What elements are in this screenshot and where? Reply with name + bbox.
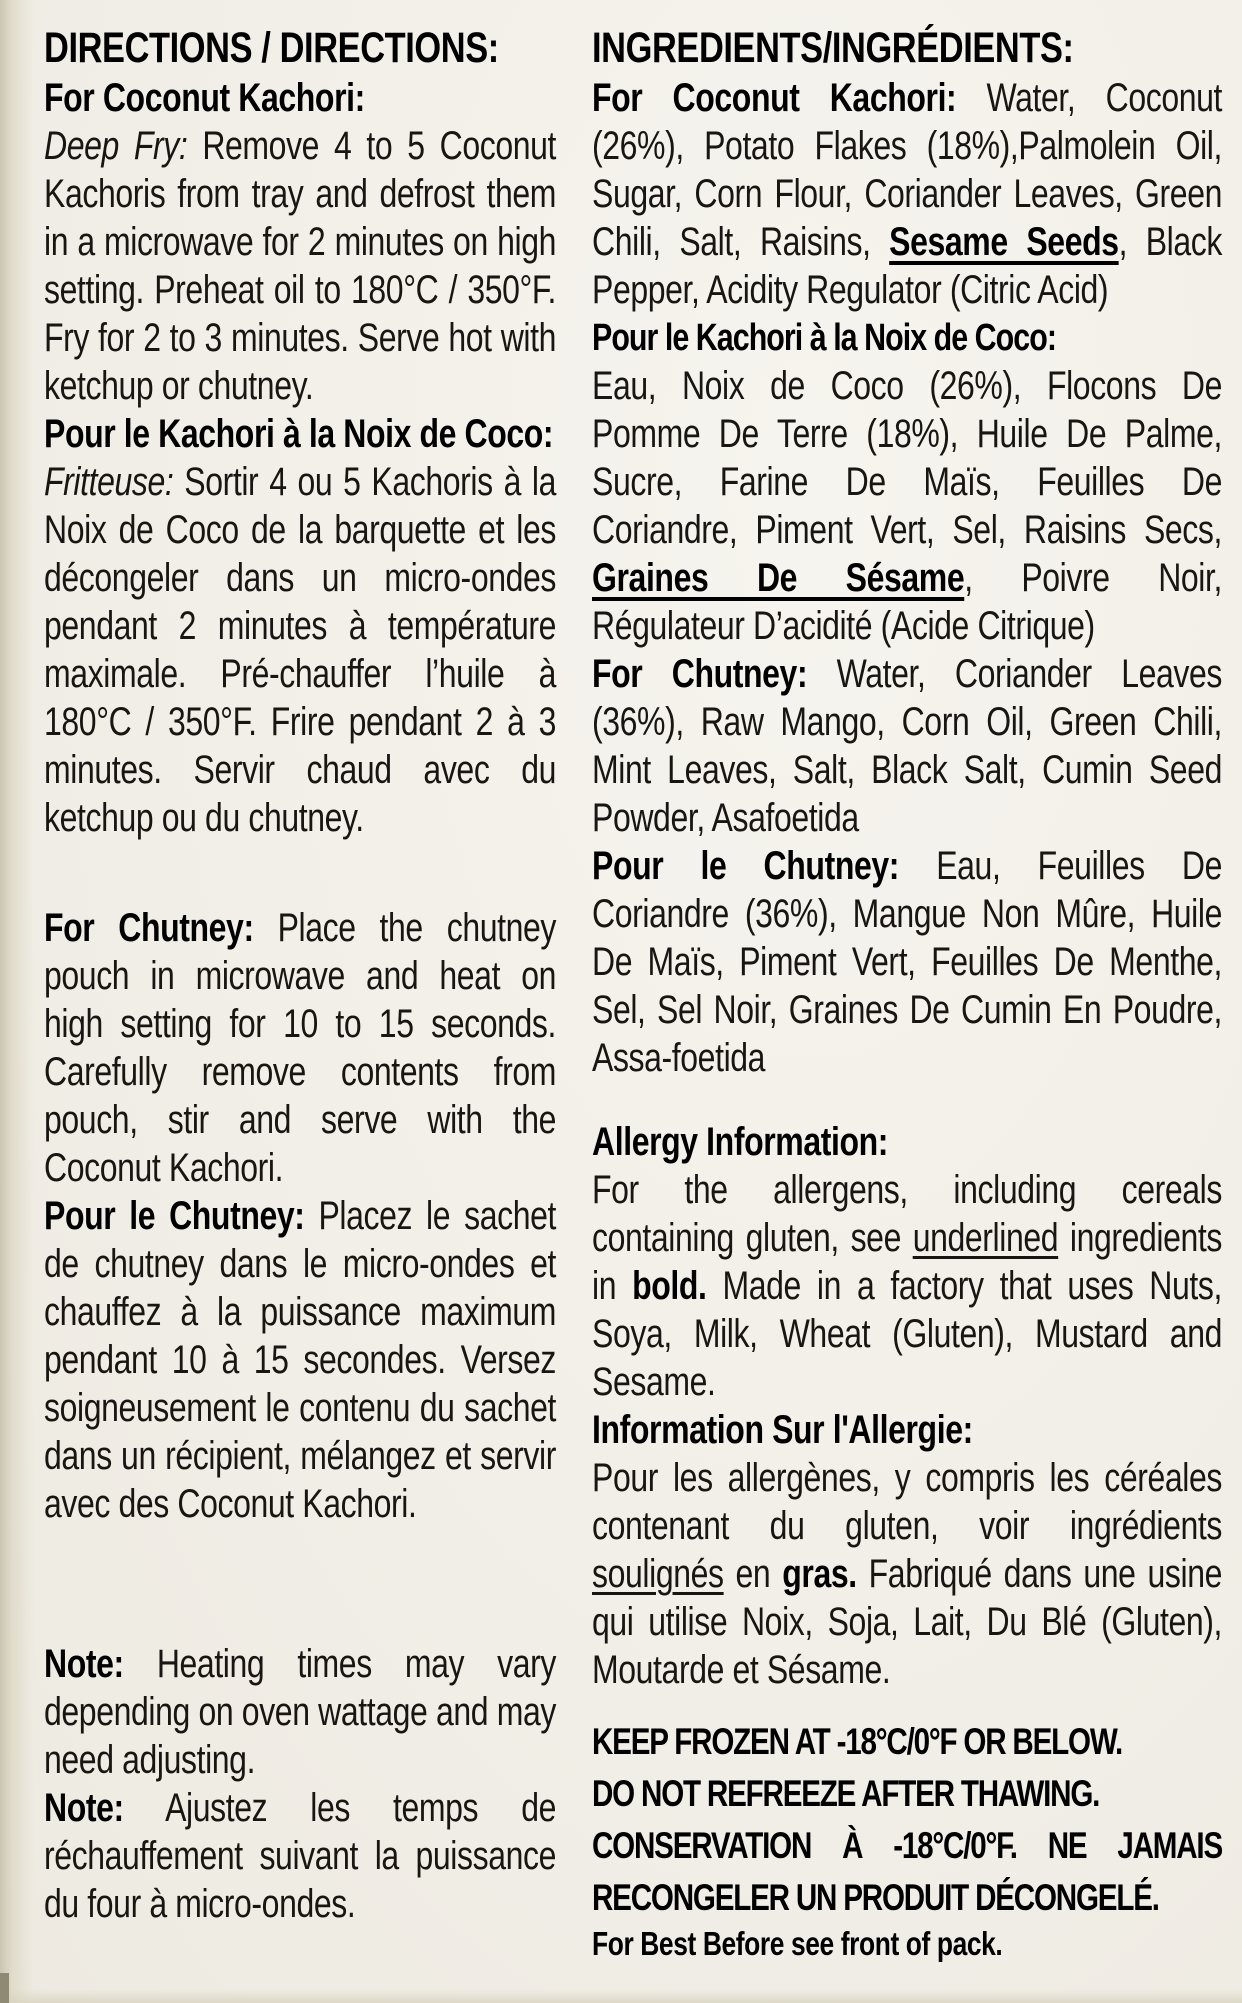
ingredients-kachori-paragraph: For Coconut Kachori: Water, Coconut (26%), Potato Flakes (18%),Palmolein Oil, Sugar, Corn Flour, Coriander Leaves, Green Chili, Salt, Raisins, Sesame Seeds, Black Pepper, Acidity Regulator (Citric Acid) bbox=[592, 76, 1222, 312]
storage-line-keep-frozen: KEEP FROZEN AT -18°C/0°F OR BELOW. bbox=[592, 1721, 1122, 1762]
directions-note-fr-paragraph: Note: Ajustez les temps de réchauffement suivant la puissance du four à micro-ondes. bbox=[44, 1786, 557, 1926]
storage-block bbox=[592, 1716, 1222, 1924]
storage-line-conservation-fr: CONSERVATION À -18°C/0°F. NE JAMAIS RECONGELER UN PRODUIT DÉCONGELÉ. bbox=[592, 1825, 1222, 1918]
directions-fritteuse-paragraph: Fritteuse: Sortir 4 ou 5 Kachoris à la Noix de Coco de la barquette et les décongeler dans un micro-ondes pendant 2 minutes à température maximale. Pré-chauffer l’huile à 180°C / 350°F. Frire pendant 2 à 3 minutes. Servir chaud avec du ketchup ou du chutney. bbox=[44, 460, 556, 840]
directions-chutney-paragraph: For Chutney: Place the chutney pouch in microwave and heat on high setting for 10 to 15 seconds. Carefully remove contents from pouch, stir and serve with the Coconut Kachori. bbox=[44, 906, 556, 1190]
storage-line-no-refreeze: DO NOT REFREEZE AFTER THAWING. bbox=[592, 1773, 1100, 1814]
scan-edge-bottom bbox=[0, 1989, 1242, 2003]
directions-chutney-fr-paragraph: Pour le Chutney: Placez le sachet de chutney dans le micro-ondes et chauffez à la puissance maximum pendant 10 à 15 secondes. Versez soigneusement le contenu du sachet dans un récipient, mélangez et servir avec des Coconut Kachori. bbox=[44, 1194, 556, 1526]
best-before-line: For Best Before see front of pack. bbox=[592, 1925, 1003, 1962]
allergy-paragraph-fr: Pour les allergènes, y compris les céréales contenant du gluten, voir ingrédients soulignés en gras. Fabriqué dans une usine qui utilise Noix, Soja, Lait, Du Blé (Gluten), Moutarde et Sésame. bbox=[592, 1456, 1222, 1692]
ingredients-kachori-fr-paragraph: Eau, Noix de Coco (26%), Flocons De Pomme De Terre (18%), Huile De Palme, Sucre, Farine De Maïs, Feuilles De Coriandre, Piment Vert, Sel, Raisins Secs, Graines De Sésame, Poivre Noir, Régulateur D’acidité (Acide Citrique) bbox=[592, 364, 1222, 648]
directions-note-en-paragraph: Note: Heating times may vary depending on oven wattage and may need adjusting. bbox=[44, 1642, 557, 1782]
ingredients-content bbox=[592, 22, 1222, 1964]
directions-content bbox=[44, 22, 556, 1928]
allergy-heading: Allergy Information: bbox=[592, 1120, 889, 1164]
directions-heading: DIRECTIONS / DIRECTIONS: bbox=[44, 24, 499, 72]
directions-subheading-kachori-fr: Pour le Kachori à la Noix de Coco: bbox=[44, 412, 554, 456]
directions-deep-fry-paragraph: Deep Fry: Remove 4 to 5 Coconut Kachoris from tray and defrost them in a microwave for 2 minutes on high setting. Preheat oil to 180°C / 350°F. Fry for 2 to 3 minutes. Serve hot with ketchup or chutney. bbox=[44, 124, 557, 408]
allergy-heading-fr: Information Sur l'Allergie: bbox=[592, 1408, 973, 1452]
ingredients-chutney-paragraph: For Chutney: Water, Coriander Leaves (36%), Raw Mango, Corn Oil, Green Chili, Mint Leaves, Salt, Black Salt, Cumin Seed Powder, Asafoetida bbox=[592, 652, 1222, 840]
ingredients-subheading-kachori-fr: Pour le Kachori à la Noix de Coco: bbox=[592, 317, 1057, 359]
ingredients-chutney-fr-paragraph: Pour le Chutney: Eau, Feuilles De Coriandre (36%), Mangue Non Mûre, Huile De Maïs, Piment Vert, Feuilles De Menthe, Sel, Sel Noir, Graines De Cumin En Poudre, Assa-foetida bbox=[592, 844, 1222, 1080]
ingredients-column bbox=[592, 22, 1222, 1964]
directions-column bbox=[44, 22, 556, 1964]
directions-subheading-coconut-kachori: For Coconut Kachori: bbox=[44, 76, 365, 120]
ingredients-heading: INGREDIENTS/INGRÉDIENTS: bbox=[592, 24, 1074, 72]
allergy-paragraph-en: For the allergens, including cereals containing gluten, see underlined ingredients in bold. Made in a factory that uses Nuts, Soya, Milk, Wheat (Gluten), Mustard and Sesame. bbox=[592, 1168, 1223, 1404]
scan-corner-mark bbox=[0, 1973, 9, 2003]
